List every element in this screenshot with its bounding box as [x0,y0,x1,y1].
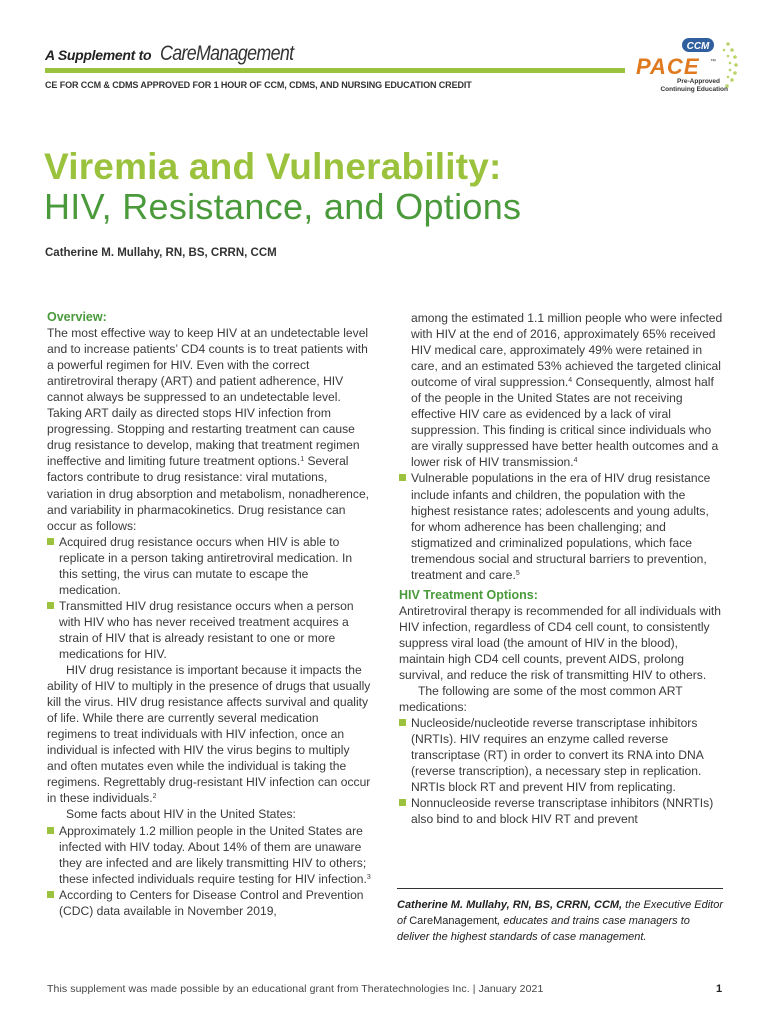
pace-line1-text: Pre-Approved [677,78,720,85]
bullet-square-icon [47,827,54,834]
bullet-us-infected [47,823,371,887]
cdc-bullet-continued [399,310,723,470]
drug-resistance-paragraph [47,662,371,806]
footnote-ref: 1 [300,456,305,464]
art-intro: The following are some of the most common ART medications: [399,684,683,715]
footnote-ref: 4 [568,377,573,385]
bullet-text: Nucleoside/nucleotide reverse transcriptase inhibitors (NRTIs). HIV requires an enzyme called reverse transcriptase (RT) in order to convert its RNA into DNA (reverse transcription), a necessary step in replication. NRTIs block RT and prevent HIV from replicating. [411,716,704,795]
column-left [47,309,371,919]
bullet-text: Transmitted HIV drug resistance occurs when a person with HIV who has never received treatment acquires a strain of HIV that is already resistant to one or more medications for HIV. [59,598,354,661]
pace-mark-text: PACE [636,54,700,79]
overview-text: The most effective way to keep HIV at an undetectable level and to increase patients’ CD4 counts is to treat patients with a powerful regimen for HIV. Even with the correct antiretroviral therapy (ART) and patient adherence, HIV cannot always be suppressed to an undetectable level. Taking ART daily as directed stops HIV infection from progressing. Stopping and restarting treatment can cause drug resistance to develop, making that treatment regimen ineffective and limiting future treatment options. [47,326,369,469]
footer-text: This supplement was made possible by an educational grant from Theratechnologies Inc. | January 2021 [47,983,544,995]
bullet-nrtis [399,715,723,795]
bio-publication: CareManagement [409,915,498,927]
overview-heading: Overview: [47,310,107,324]
bio-text: the Executive Editor of [397,899,723,927]
bio-divider [397,888,723,889]
facts-intro: Some facts about HIV in the United States: [66,807,296,822]
bullet-square-icon [399,474,406,481]
bullet-nnrtis [399,795,723,827]
bullet-text: Acquired drug resistance occurs when HIV is able to replicate in a person taking antiretroviral medication. In this setting, the virus can mutate to escape the medication. [59,534,353,597]
bullet-square-icon [399,719,406,726]
bullet-square-icon [399,799,406,806]
pace-line2-text: Continuing Education [660,86,728,93]
header-rule [45,68,625,73]
footnote-ref: 4 [573,457,578,465]
pace-tm-text: ™ [710,59,716,65]
bullet-transmitted-resistance [47,598,371,662]
overview-text-cont: Several factors contribute to drug resistance: viral mutations, variation in drug absorption and metabolism, nonadherence, and variability in pharmacokinetics. Drug resistance can occur as follows: [47,454,370,533]
bullet-acquired-resistance [47,534,371,598]
overview-paragraph [47,325,371,534]
paragraph-text: among the estimated 1.1 million people who were infected with HIV at the end of 2016, approximately 65% received HIV medical care, approximately 49% were retained in care, and an estimated 53% achieved the targeted clinical outcome of viral suppression. [411,311,723,390]
footnote-ref: 2 [152,793,157,801]
supplement-prefix: A Supplement to [45,47,152,63]
bullet-cdc-data [47,887,371,919]
ccm-pace-logo [632,36,740,98]
paragraph-text: HIV drug resistance is important because it impacts the ability of HIV to multiply in the presence of drugs that usually kill the virus. HIV drug resistance affects survival and quality of life. While there are currently several medication regimens to treat individuals with HIV infection, once an individual is infected with HIV the virus begins to multiply and often mutates even while the individual is taking the regimens. Regrettably drug-resistant HIV infection can occur in these individuals. [47,663,371,806]
supplement-line [45,42,317,66]
author-bio [397,897,723,945]
author-byline: Catherine M. Mullahy, RN, BS, CRRN, CCM [45,247,277,259]
ccm-badge-text: CCM [686,41,710,52]
bullet-square-icon [47,538,54,545]
column-right [399,310,723,828]
bullet-square-icon [47,891,54,898]
bio-text-cont: , educates and trains case managers to deliver the highest standards of case management. [397,915,690,943]
pace-logo-graphic [632,36,740,98]
bullet-text: Vulnerable populations in the era of HIV drug resistance include infants and children, the population with the highest resistance rates; adolescents and young adults, for whom adherence has been challenging; and stigmatized and criminalized populations, which face tremendous social and structural barriers to prevention, treatment and care. [411,471,711,582]
paragraph-text-cont: Consequently, almost half of the people in the United States are not receiving effective HIV care as evidenced by a lack of viral suppression. This finding is critical since individuals who are virally suppressed have better health outcomes and a lower risk of HIV transmission. [411,375,719,470]
bullet-text: Nonnucleoside reverse transcriptase inhibitors (NNRTIs) also bind to and block HIV RT and prevent [411,796,714,827]
bullet-vulnerable-populations [399,470,723,582]
article-title-line2: HIV, Resistance, and Options [44,186,522,227]
publication-name: CareManagement [159,42,294,65]
treatment-options-heading: HIV Treatment Options: [399,587,538,602]
treatment-paragraph: Antiretroviral therapy is recommended for all individuals with HIV infection, regardless of CD4 cell count, to consistently suppress viral load (the amount of HIV in the blood), maintain high CD4 cell counts, prevent AIDS, prolong survival, and reduce the risk of transmitting HIV to others. [399,603,721,683]
bullet-text: According to Centers for Disease Control and Prevention (CDC) data available in November 2019, [59,887,364,918]
article-title-line1: Viremia and Vulnerability: [44,146,502,187]
footnote-ref: 3 [366,873,371,881]
bullet-square-icon [47,602,54,609]
ce-credit-line: CE FOR CCM & CDMS APPROVED FOR 1 HOUR OF CCM, CDMS, AND NURSING EDUCATION CREDIT [45,80,472,90]
bullet-text: Approximately 1.2 million people in the United States are infected with HIV today. About 14% of them are unaware they are infected and are likely transmitting HIV to others; these infected individuals require testing for HIV infection. [59,823,367,886]
footnote-ref: 5 [515,569,520,577]
bio-name: Catherine M. Mullahy, RN, BS, CRRN, CCM, [397,899,623,911]
page-number: 1 [716,983,723,995]
